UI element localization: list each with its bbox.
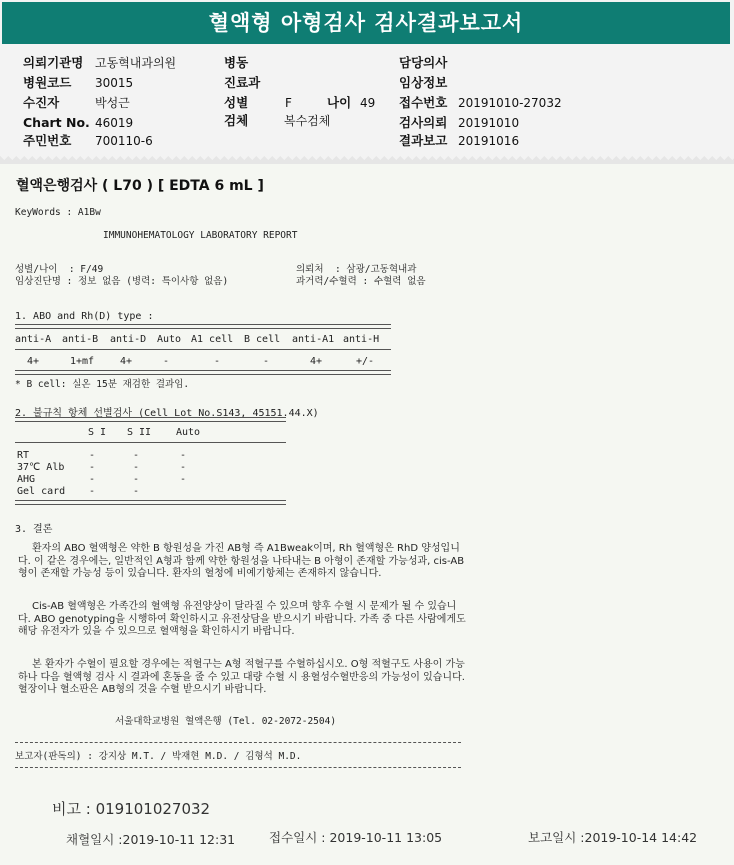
screen-cell: - bbox=[133, 474, 140, 485]
screen-cell: - bbox=[89, 486, 96, 497]
report-title-bar bbox=[2, 2, 730, 44]
hospital-contact: 서울대학교병원 혈액은행 (Tel. 02-2072-2504) bbox=[115, 716, 337, 727]
report-title: 혈액형 아형검사 검사결과보고서 bbox=[208, 11, 524, 35]
abo-value-cell: - bbox=[163, 356, 170, 367]
value-hospital-code: 30015 bbox=[95, 76, 134, 90]
value-chart-no: 46019 bbox=[95, 116, 134, 130]
abo-value-cell: 4+ bbox=[310, 356, 323, 367]
abo-header-cell: anti-B bbox=[62, 334, 99, 345]
value-age: 49 bbox=[360, 96, 376, 110]
value-resident-no: 700110-6 bbox=[95, 134, 153, 148]
remark: 비고 : 019101027032 bbox=[52, 800, 211, 818]
label-doctor: 담당의사 bbox=[399, 55, 448, 70]
value-specimen: 복수검체 bbox=[284, 114, 331, 128]
test-title: 혈액은행검사 ( L70 ) [ EDTA 6 mL ] bbox=[16, 178, 264, 194]
label-hospital-code: 병원코드 bbox=[23, 75, 72, 90]
screen-cell: - bbox=[133, 462, 140, 473]
label-ward: 병동 bbox=[224, 55, 249, 70]
collected-datetime: 채혈일시 :2019-10-11 12:31 bbox=[66, 832, 236, 847]
abo-table-bottom-rule bbox=[15, 370, 391, 375]
screen-header-cell: Auto bbox=[176, 427, 201, 438]
sex-age: 성별/나이 : F/49 bbox=[15, 264, 104, 275]
screen-header-rule bbox=[15, 442, 286, 443]
section-screen-title: 2. 불규칙 항체 선별검사 (Cell Lot No.S143, 45151.44.X) bbox=[15, 408, 319, 419]
tear-edge bbox=[0, 156, 734, 164]
value-patient: 박성근 bbox=[95, 96, 130, 110]
abo-header-cell: anti-A1 bbox=[292, 334, 335, 345]
screen-cell: - bbox=[89, 474, 96, 485]
screen-header-cell: S II bbox=[127, 427, 152, 438]
reporter-line: 보고자(판독의) : 강지상 M.T. / 박재현 M.D. / 김형석 M.D. bbox=[15, 751, 302, 762]
label-report-date: 결과보고 bbox=[399, 133, 448, 148]
abo-header-cell: B cell bbox=[244, 334, 281, 345]
abo-header-cell: A1 cell bbox=[191, 334, 234, 345]
screen-header-cell: S I bbox=[88, 427, 107, 438]
abo-header-cell: anti-A bbox=[15, 334, 52, 345]
conclusion-paragraph-3: 본 환자가 수혈이 필요할 경우에는 적혈구는 A형 적혈구를 수혈하십시오. O형 적혈구도 사용이 가능하나 다음 혈액형 검사 시 결과에 혼동을 줄 수 있고 대량 수혈 시 용혈성수혈반응의 가능성이 있습니다. 혈장이나 혈소판은 AB형의 것을 수혈 받으시기 바랍니다. bbox=[18, 659, 465, 695]
screen-table-top-rule bbox=[15, 417, 286, 422]
label-chart-no: Chart No. bbox=[23, 115, 90, 130]
label-department: 진료과 bbox=[224, 75, 261, 90]
conclusion-paragraph-2: Cis-AB 혈액형은 가족간의 혈액형 유전양상이 달라질 수 있으며 향후 수혈 시 문제가 될 수 있습니다. ABO genotyping을 시행하여 확인하시고 유전상담을 받으시기 바랍니다. 가족 중 다른 사람에게도 해당 유전자가 있을 수 있으므로 혈액형을 확인하시기 바랍니다. bbox=[18, 601, 466, 637]
abo-header-cell: anti-H bbox=[343, 334, 380, 345]
screen-cell: - bbox=[180, 474, 187, 485]
value-accession-no: 20191010-27032 bbox=[458, 96, 562, 110]
value-institution: 고동혁내과의원 bbox=[95, 56, 177, 70]
b-cell-note: * B cell: 실온 15분 재검한 결과임. bbox=[15, 379, 190, 390]
received-datetime: 접수일시 : 2019-10-11 13:05 bbox=[269, 830, 443, 845]
reported-datetime: 보고일시 :2019-10-14 14:42 bbox=[528, 830, 698, 845]
label-request-date: 검사의뢰 bbox=[399, 115, 448, 130]
clinical-diagnosis: 임상진단명 : 정보 없음 (병력: 특이사항 없음) bbox=[15, 276, 229, 287]
abo-value-cell: +/- bbox=[356, 356, 375, 367]
patient-info bbox=[0, 50, 734, 160]
abo-table-top-rule bbox=[15, 324, 391, 329]
screen-cell: - bbox=[180, 462, 187, 473]
conclusion-paragraph-1: 환자의 ABO 혈액형은 약한 B 항원성을 가진 AB형 즉 A1Bweak이며, Rh 혈액형은 RhD 양성입니다. 이 같은 경우에는, 일반적인 A형과 함께 약한 항원성을 나타내는 B 아형이 존재할 가능성과, cis-AB형이 존재할 가능성 등이 있습니다. 환자의 혈청에 비예기항체는 존재하지 않습니다. bbox=[18, 543, 465, 579]
section-conclusion-title: 3. 결론 bbox=[15, 524, 53, 535]
label-specimen: 검체 bbox=[224, 113, 249, 128]
screen-row-label: 37℃ Alb bbox=[17, 462, 65, 473]
screen-table-bottom-rule bbox=[15, 500, 286, 505]
screen-row-label: Gel card bbox=[17, 486, 66, 497]
screen-cell: - bbox=[133, 486, 140, 497]
label-resident-no: 주민번호 bbox=[23, 133, 72, 148]
abo-value-cell: - bbox=[214, 356, 221, 367]
abo-header-cell: anti-D bbox=[110, 334, 147, 345]
screen-cell: - bbox=[89, 450, 96, 461]
abo-header-cell: Auto bbox=[157, 334, 182, 345]
screen-cell: - bbox=[180, 450, 187, 461]
value-sex: F bbox=[285, 96, 292, 110]
screen-cell: - bbox=[89, 462, 96, 473]
lab-report-title: IMMUNOHEMATOLOGY LABORATORY REPORT bbox=[103, 230, 298, 241]
screen-row-label: AHG bbox=[17, 474, 36, 485]
screen-cell: - bbox=[133, 450, 140, 461]
label-accession-no: 접수번호 bbox=[399, 95, 448, 110]
abo-value-cell: 1+mf bbox=[70, 356, 95, 367]
abo-value-cell: - bbox=[263, 356, 270, 367]
transfusion-history: 과거력/수혈력 : 수혈력 없음 bbox=[296, 276, 426, 287]
referrer: 의뢰처 : 삼광/고동혁내과 bbox=[296, 264, 417, 275]
screen-row-label: RT bbox=[17, 450, 30, 461]
section-abo-title: 1. ABO and Rh(D) type : bbox=[15, 311, 154, 322]
label-age: 나이 bbox=[327, 95, 352, 110]
label-sex: 성별 bbox=[224, 95, 249, 110]
reporter-top-rule bbox=[15, 742, 461, 743]
keywords: KeyWords : A1Bw bbox=[15, 207, 101, 218]
label-institution: 의뢰기관명 bbox=[23, 55, 84, 70]
value-report-date: 20191016 bbox=[458, 134, 520, 148]
value-request-date: 20191010 bbox=[458, 116, 520, 130]
abo-value-cell: 4+ bbox=[120, 356, 133, 367]
abo-value-cell: 4+ bbox=[27, 356, 40, 367]
label-clinical-info: 임상정보 bbox=[399, 75, 448, 90]
label-patient: 수진자 bbox=[23, 95, 60, 110]
reporter-bottom-rule bbox=[15, 767, 461, 768]
abo-header-rule bbox=[15, 349, 391, 350]
